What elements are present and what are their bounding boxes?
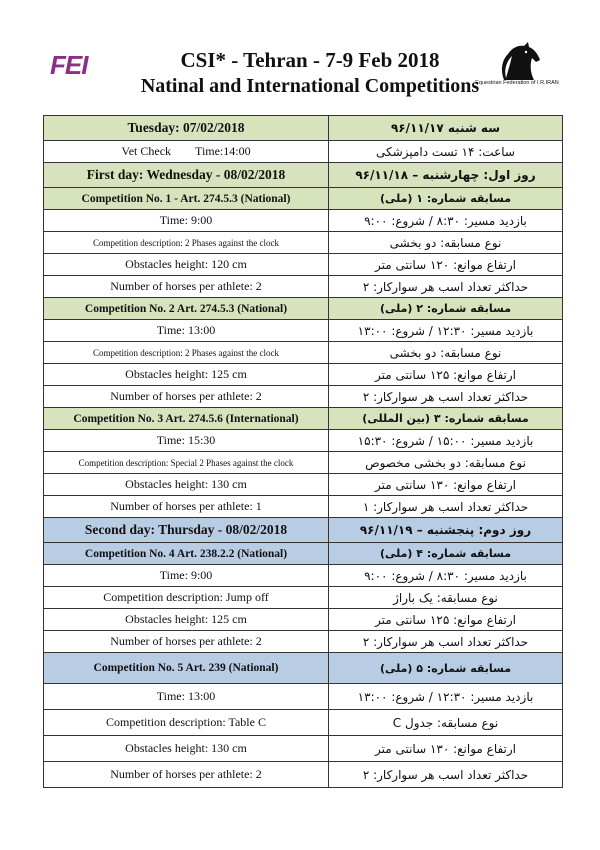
competition-4-fa: مسابقه شماره: ۴ (ملی) — [329, 543, 563, 565]
c4-horses-fa: حداکثر تعداد اسب هر سوارکار: ۲ — [329, 631, 563, 653]
c1-time-fa: بازدید مسیر: ۸:۳۰ / شروع: ۹:۰۰ — [329, 210, 563, 232]
fei-logo: FEI — [50, 50, 88, 80]
c3-height-en: Obstacles height: 130 cm — [44, 474, 329, 496]
c1-desc-en — [44, 232, 329, 254]
c2-desc-en — [44, 342, 329, 364]
table-row — [44, 276, 563, 298]
c1-height-fa: ارتفاع موانع: ۱۲۰ سانتی متر — [329, 254, 563, 276]
competition-4-en: Competition No. 4 Art. 238.2.2 (National) — [44, 543, 329, 565]
vet-check-row — [44, 141, 563, 163]
c5-horses-en: Number of horses per athlete: 2 — [44, 762, 329, 788]
c2-time-en: Time: 13:00 — [44, 320, 329, 342]
competition-5-en: Competition No. 5 Art. 239 (National) — [44, 653, 329, 684]
day2-fa: روز دوم: پنجشنبه – ۹۶/۱۱/۱۹ — [329, 518, 563, 543]
c1-horses-fa: حداکثر تعداد اسب هر سوارکار: ۲ — [329, 276, 563, 298]
c2-horses-en: Number of horses per athlete: 2 — [44, 386, 329, 408]
table-row — [44, 232, 563, 254]
c3-horses-fa: حداکثر تعداد اسب هر سوارکار: ۱ — [329, 496, 563, 518]
horse-head-icon — [486, 40, 546, 82]
day1-fa: روز اول: چهارشنبه – ۹۶/۱۱/۱۸ — [329, 163, 563, 188]
c2-desc-fa: نوع مسابقه: دو بخشی — [329, 342, 563, 364]
c4-desc-fa: نوع مسابقه: یک باراژ — [329, 587, 563, 609]
c3-desc-fa: نوع مسابقه: دو بخشی مخصوص — [329, 452, 563, 474]
c4-desc-en: Competition description: Jump off — [44, 587, 329, 609]
vet-check-label: Vet Check — [121, 144, 172, 158]
c5-horses-fa: حداکثر تعداد اسب هر سوارکار: ۲ — [329, 762, 563, 788]
c3-height-fa: ارتفاع موانع: ۱۳۰ سانتی متر — [329, 474, 563, 496]
federation-caption: Equestrian Federation of I.R.IRAN — [475, 80, 559, 86]
table-row — [44, 386, 563, 408]
title-line-1: CSI* - Tehran - 7-9 Feb 2018 — [180, 48, 440, 72]
c2-height-en: Obstacles height: 125 cm — [44, 364, 329, 386]
c1-horses-en: Number of horses per athlete: 2 — [44, 276, 329, 298]
competition-2-header — [44, 298, 563, 320]
table-row — [44, 430, 563, 452]
tuesday-fa: سه شنبه ۹۶/۱۱/۱۷ — [329, 116, 563, 141]
vet-check-en — [44, 141, 329, 163]
c5-time-en: Time: 13:00 — [44, 684, 329, 710]
table-row — [44, 364, 563, 386]
day1-row — [44, 163, 563, 188]
c2-height-fa: ارتفاع موانع: ۱۲۵ سانتی متر — [329, 364, 563, 386]
vet-check-time: Time:14:00 — [195, 144, 251, 158]
c1-desc-fa: نوع مسابقه: دو بخشی — [329, 232, 563, 254]
table-row — [44, 474, 563, 496]
schedule-table — [43, 115, 563, 788]
table-row — [44, 710, 563, 736]
table-row — [44, 762, 563, 788]
c3-desc-en — [44, 452, 329, 474]
c3-time-fa: بازدید مسیر: ۱۵:۰۰ / شروع: ۱۵:۳۰ — [329, 430, 563, 452]
competition-2-en: Competition No. 2 Art. 274.5.3 (National) — [44, 298, 329, 320]
table-row — [44, 609, 563, 631]
c4-horses-en: Number of horses per athlete: 2 — [44, 631, 329, 653]
competition-5-fa: مسابقه شماره: ۵ (ملی) — [329, 653, 563, 684]
c1-desc-text: Competition description: 2 Phases against the clock — [93, 238, 279, 248]
page-title — [120, 47, 500, 99]
c3-horses-en: Number of horses per athlete: 1 — [44, 496, 329, 518]
competition-5-header — [44, 653, 563, 684]
c4-time-en: Time: 9:00 — [44, 565, 329, 587]
competition-1-en: Competition No. 1 - Art. 274.5.3 (National) — [44, 188, 329, 210]
table-row — [44, 342, 563, 364]
table-row — [44, 684, 563, 710]
competition-3-header — [44, 408, 563, 430]
vet-check-fa: ساعت: ۱۴ تست دامپزشکی — [329, 141, 563, 163]
c5-height-fa: ارتفاع موانع: ۱۳۰ سانتی متر — [329, 736, 563, 762]
competition-1-header — [44, 188, 563, 210]
c4-height-fa: ارتفاع موانع: ۱۲۵ سانتی متر — [329, 609, 563, 631]
table-row — [44, 587, 563, 609]
c5-height-en: Obstacles height: 130 cm — [44, 736, 329, 762]
c2-horses-fa: حداکثر تعداد اسب هر سوارکار: ۲ — [329, 386, 563, 408]
table-row — [44, 210, 563, 232]
c5-desc-fa: نوع مسابقه: جدول C — [329, 710, 563, 736]
table-row — [44, 736, 563, 762]
competition-2-fa: مسابقه شماره: ۲ (ملی) — [329, 298, 563, 320]
c1-time-en: Time: 9:00 — [44, 210, 329, 232]
c5-time-fa: بازدید مسیر: ۱۲:۳۰ / شروع: ۱۳:۰۰ — [329, 684, 563, 710]
competition-3-fa: مسابقه شماره: ۳ (بین المللی) — [329, 408, 563, 430]
c3-desc-text: Competition description: Special 2 Phases against the clock — [78, 458, 294, 468]
c1-height-en: Obstacles height: 120 cm — [44, 254, 329, 276]
tuesday-en: Tuesday: 07/02/2018 — [44, 116, 329, 141]
day2-row — [44, 518, 563, 543]
c2-time-fa: بازدید مسیر: ۱۲:۳۰ / شروع: ۱۳:۰۰ — [329, 320, 563, 342]
c3-time-en: Time: 15:30 — [44, 430, 329, 452]
title-line-2: Natinal and International Competitions — [140, 75, 480, 97]
day2-en: Second day: Thursday - 08/02/2018 — [44, 518, 329, 543]
table-row — [44, 452, 563, 474]
table-row — [44, 254, 563, 276]
c4-time-fa: بازدید مسیر: ۸:۳۰ / شروع: ۹:۰۰ — [329, 565, 563, 587]
table-row — [44, 631, 563, 653]
c5-desc-en: Competition description: Table C — [44, 710, 329, 736]
competition-3-en: Competition No. 3 Art. 274.5.6 (International) — [44, 408, 329, 430]
day1-en: First day: Wednesday - 08/02/2018 — [44, 163, 329, 188]
competition-1-fa: مسابقه شماره: ۱ (ملی) — [329, 188, 563, 210]
c2-desc-text: Competition description: 2 Phases against the clock — [93, 348, 279, 358]
c4-height-en: Obstacles height: 125 cm — [44, 609, 329, 631]
tuesday-row — [44, 116, 563, 141]
table-row — [44, 565, 563, 587]
table-row — [44, 320, 563, 342]
table-row — [44, 496, 563, 518]
competition-4-header — [44, 543, 563, 565]
